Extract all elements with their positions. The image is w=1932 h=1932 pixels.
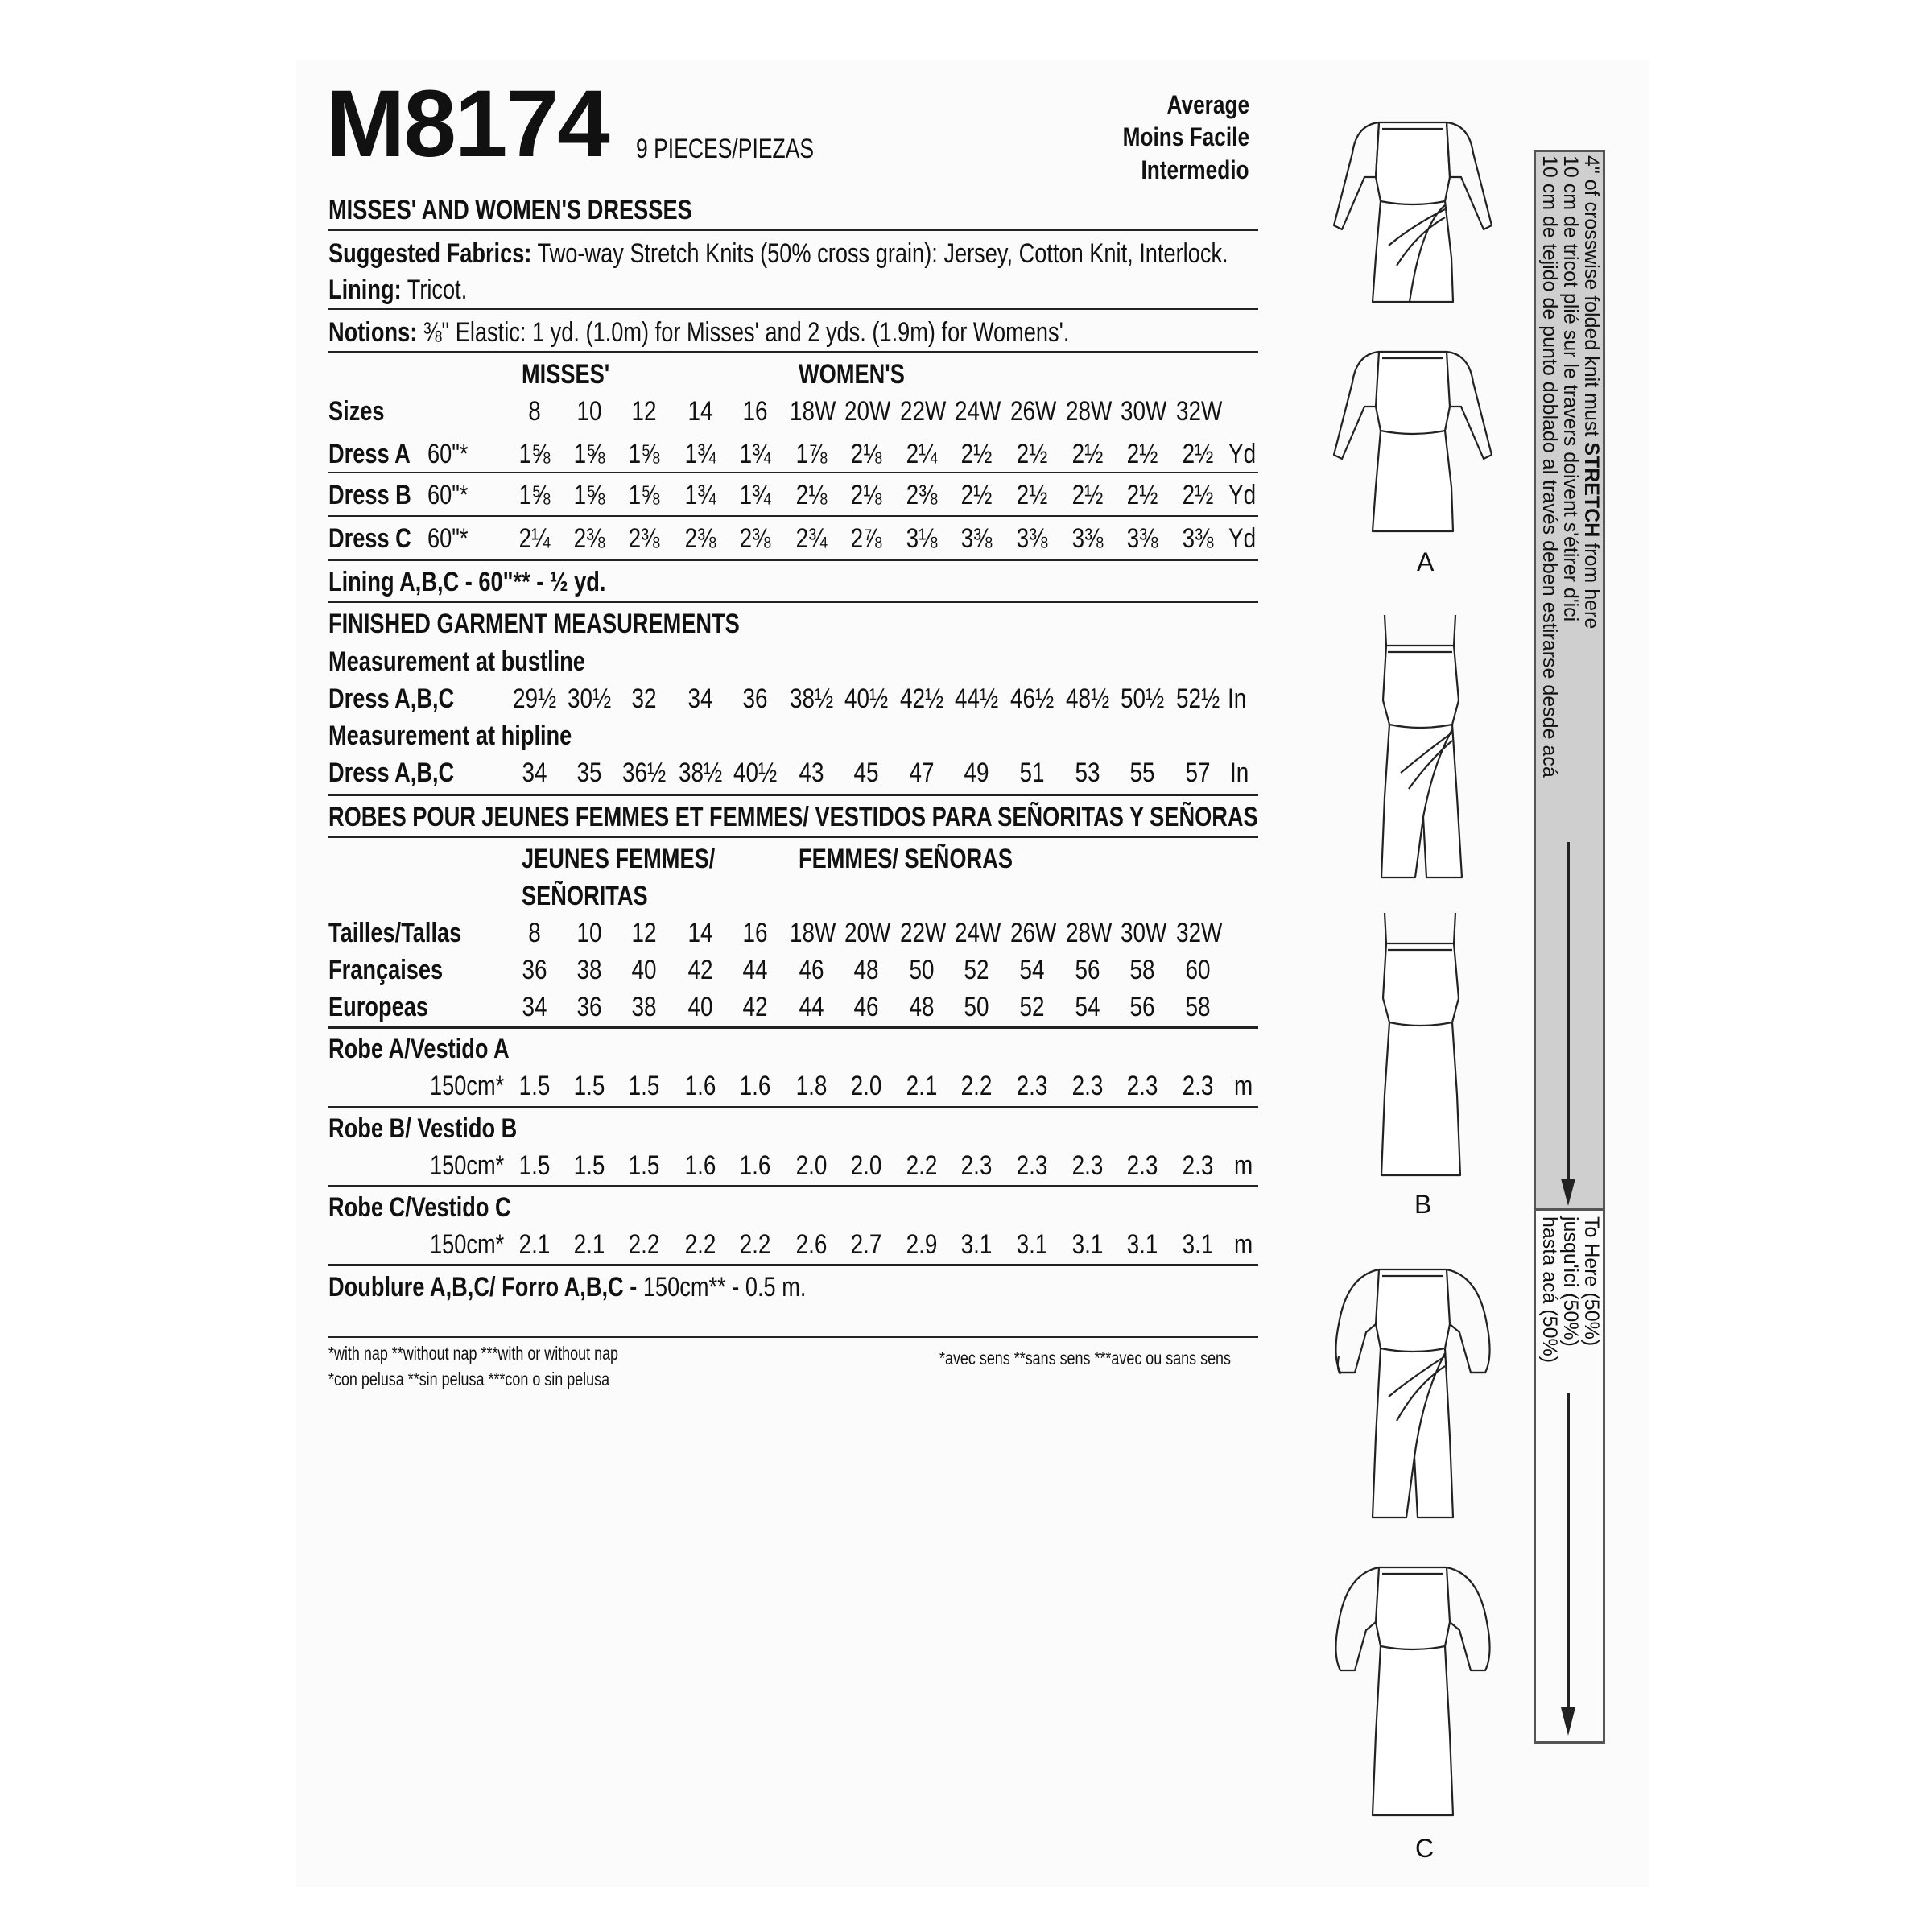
to-here-en: To Here (50%) bbox=[1580, 1216, 1603, 1347]
size-cell: 28W bbox=[1065, 918, 1113, 948]
size-cell: 54 bbox=[1075, 992, 1100, 1022]
difficulty-fr: Moins Facile bbox=[1122, 122, 1249, 151]
size-cell: 16 bbox=[742, 396, 768, 427]
finished-heading: FINISHED GARMENT MEASUREMENTS bbox=[328, 609, 740, 639]
size-cell: 52 bbox=[1019, 992, 1045, 1022]
divider bbox=[328, 601, 1258, 603]
size-cell: 50 bbox=[964, 992, 989, 1022]
size-cell: 32W bbox=[1175, 396, 1223, 427]
size-cell: 10 bbox=[576, 918, 602, 948]
yardage-cell: 2⅜ bbox=[739, 523, 771, 554]
yardage-cell: 1¾ bbox=[684, 480, 716, 510]
size-cell: 14 bbox=[687, 396, 713, 427]
divider bbox=[328, 351, 1258, 353]
size-cell: 32W bbox=[1175, 918, 1223, 948]
unit: In bbox=[1230, 758, 1249, 788]
unit: m bbox=[1234, 1071, 1253, 1101]
measurement-cell: 44½ bbox=[954, 683, 999, 714]
yardage-cell: 2½ bbox=[1071, 439, 1104, 469]
size-cell: 14 bbox=[687, 918, 713, 948]
size-cell: 48 bbox=[853, 955, 879, 985]
unit: Yd bbox=[1228, 439, 1257, 469]
dress-c-draped-drawing bbox=[1332, 1252, 1493, 1525]
view-c-label: C bbox=[1415, 1834, 1435, 1863]
row-label: Dress A,B,C bbox=[328, 683, 455, 714]
metrage-cell: 2.0 bbox=[850, 1071, 882, 1101]
bustline-row bbox=[328, 680, 1258, 717]
yardage-cell: 2⅞ bbox=[850, 523, 882, 554]
size-cell: 8 bbox=[528, 918, 541, 948]
to-here-es: hasta acá (50%) bbox=[1538, 1216, 1561, 1364]
metrage-cell: 1.8 bbox=[795, 1071, 828, 1101]
row-label: Dress A,B,C bbox=[328, 758, 455, 788]
row-label: Dress B bbox=[328, 480, 411, 510]
senoritas-heading: SEÑORITAS bbox=[522, 881, 648, 911]
metrage-cell: 2.2 bbox=[906, 1150, 938, 1181]
measurement-cell: 38½ bbox=[789, 683, 834, 714]
sizes-label: Sizes bbox=[328, 396, 385, 427]
size-cell: 30W bbox=[1120, 918, 1167, 948]
yardage-cell: 2½ bbox=[1016, 480, 1048, 510]
size-cell: 56 bbox=[1075, 955, 1100, 985]
dress-a-draped-drawing bbox=[1332, 105, 1493, 310]
measurement-cell: 40½ bbox=[844, 683, 889, 714]
footnote-fr: *avec sens **sans sens ***avec ou sans sens bbox=[939, 1348, 1232, 1368]
metrage-cell: 2.2 bbox=[684, 1229, 716, 1260]
lining-yardage: Lining A,B,C - 60"** - ½ yd. bbox=[328, 567, 606, 597]
divider bbox=[328, 1264, 1258, 1266]
yardage-cell: 1⅝ bbox=[628, 480, 660, 510]
unit: In bbox=[1228, 683, 1247, 714]
yardage-cell: 2½ bbox=[1016, 439, 1048, 469]
metrage-cell: 2.0 bbox=[795, 1150, 828, 1181]
measurement-cell: 46½ bbox=[1009, 683, 1055, 714]
dress-c-yardage-row bbox=[328, 520, 1258, 557]
unit: m bbox=[1234, 1150, 1253, 1181]
metrage-cell: 1.5 bbox=[518, 1150, 551, 1181]
size-cell: 16 bbox=[742, 918, 768, 948]
measurement-cell: 36½ bbox=[621, 758, 667, 788]
size-cell: 20W bbox=[844, 396, 891, 427]
measurement-cell: 52½ bbox=[1175, 683, 1220, 714]
yardage-cell: 2¼ bbox=[906, 439, 938, 469]
yardage-cell: 2⅜ bbox=[628, 523, 660, 554]
yardage-cell: 2⅛ bbox=[850, 439, 882, 469]
metrage-cell: 2.2 bbox=[628, 1229, 660, 1260]
piece-count: 9 PIECES/PIEZAS bbox=[636, 134, 815, 164]
yardage-cell: 1⅝ bbox=[518, 439, 551, 469]
size-cell: 36 bbox=[576, 992, 602, 1022]
robe-c-row bbox=[328, 1226, 1258, 1263]
misses-heading: MISSES' bbox=[522, 359, 610, 390]
lining-fabric: Lining: Tricot. bbox=[328, 275, 468, 305]
size-cell: 22W bbox=[899, 918, 947, 948]
measurement-cell: 57 bbox=[1185, 758, 1211, 788]
fabric-width: 60"* bbox=[427, 480, 469, 510]
metrage-cell: 2.3 bbox=[1182, 1071, 1214, 1101]
stretch-arrows bbox=[1534, 150, 1605, 1744]
row-label: Tailles/Tallas bbox=[328, 918, 462, 948]
yardage-cell: 1⅝ bbox=[518, 480, 551, 510]
view-a-label: A bbox=[1417, 547, 1435, 576]
bustline-label: Measurement at bustline bbox=[328, 646, 585, 677]
size-cell: 18W bbox=[789, 396, 836, 427]
unit: Yd bbox=[1228, 480, 1257, 510]
size-cell: 26W bbox=[1009, 396, 1057, 427]
notions: Notions: ⅜" Elastic: 1 yd. (1.0m) for Misses' and 2 yds. (1.9m) for Womens'. bbox=[328, 317, 1070, 348]
yardage-cell: 1⅝ bbox=[573, 439, 605, 469]
size-cell: 48 bbox=[909, 992, 935, 1022]
yardage-cell: 2½ bbox=[960, 480, 993, 510]
fabric-width: 60"* bbox=[427, 439, 469, 469]
divider bbox=[328, 515, 1258, 517]
measurement-cell: 50½ bbox=[1120, 683, 1165, 714]
size-cell: 38 bbox=[631, 992, 657, 1022]
robe-c-label: Robe C/Vestido C bbox=[328, 1192, 511, 1223]
dress-b-yardage-row bbox=[328, 477, 1258, 514]
tailles-row bbox=[328, 914, 1258, 952]
size-cell: 30W bbox=[1120, 396, 1167, 427]
metrage-cell: 3.1 bbox=[1182, 1229, 1214, 1260]
size-cell: 24W bbox=[954, 918, 1001, 948]
metrage-cell: 1.5 bbox=[628, 1071, 660, 1101]
size-cell: 42 bbox=[742, 992, 768, 1022]
measurement-cell: 51 bbox=[1019, 758, 1045, 788]
size-cell: 20W bbox=[844, 918, 891, 948]
size-cell: 44 bbox=[742, 955, 768, 985]
metrage-cell: 2.3 bbox=[1182, 1150, 1214, 1181]
womens-heading: WOMEN'S bbox=[799, 359, 905, 390]
yardage-cell: 3⅜ bbox=[1126, 523, 1158, 554]
yardage-cell: 2⅜ bbox=[906, 480, 938, 510]
dress-b-straight-drawing bbox=[1368, 910, 1473, 1183]
yardage-cell: 2⅛ bbox=[850, 480, 882, 510]
size-cell: 24W bbox=[954, 396, 1001, 427]
size-cell: 26W bbox=[1009, 918, 1057, 948]
size-cell: 46 bbox=[853, 992, 879, 1022]
size-cell: 12 bbox=[631, 396, 657, 427]
suggested-fabrics: Suggested Fabrics: Two-way Stretch Knits (50% cross grain): Jersey, Cotton Knit, Interlock. bbox=[328, 238, 1228, 269]
measurement-cell: 55 bbox=[1129, 758, 1155, 788]
metrage-cell: 2.3 bbox=[1071, 1071, 1104, 1101]
divider bbox=[328, 472, 1258, 473]
robe-b-label: Robe B/ Vestido B bbox=[328, 1113, 518, 1144]
metrage-cell: 1.5 bbox=[573, 1150, 605, 1181]
size-cell: 52 bbox=[964, 955, 989, 985]
measurement-cell: 38½ bbox=[678, 758, 723, 788]
measurement-cell: 45 bbox=[853, 758, 879, 788]
metrage-cell: 1.6 bbox=[739, 1071, 771, 1101]
size-cell: 58 bbox=[1185, 992, 1211, 1022]
yardage-cell: 3⅜ bbox=[1016, 523, 1048, 554]
stretch-instruction-fr: 10 cm de tricot plié sur le travers doivent s'étirer d'ici bbox=[1559, 155, 1582, 622]
metrage-cell: 1.6 bbox=[684, 1150, 716, 1181]
metrage-cell: 1.6 bbox=[684, 1071, 716, 1101]
fabric-width: 150cm* bbox=[430, 1071, 505, 1101]
size-cell: 46 bbox=[799, 955, 824, 985]
size-cell: 40 bbox=[631, 955, 657, 985]
yardage-cell: 2½ bbox=[1182, 439, 1214, 469]
yardage-cell: 1¾ bbox=[684, 439, 716, 469]
measurement-cell: 47 bbox=[909, 758, 935, 788]
yardage-cell: 2½ bbox=[1182, 480, 1214, 510]
size-cell: 40 bbox=[687, 992, 713, 1022]
row-label: Dress A bbox=[328, 439, 411, 469]
size-cell: 56 bbox=[1129, 992, 1155, 1022]
metrage-cell: 1.5 bbox=[573, 1071, 605, 1101]
size-cell: 10 bbox=[576, 396, 602, 427]
yardage-cell: 2⅜ bbox=[684, 523, 716, 554]
measurement-cell: 29½ bbox=[512, 683, 557, 714]
robe-b-row bbox=[328, 1147, 1258, 1184]
metrage-cell: 2.3 bbox=[1071, 1150, 1104, 1181]
metrage-cell: 2.2 bbox=[739, 1229, 771, 1260]
fabric-width: 150cm* bbox=[430, 1229, 505, 1260]
metrage-cell: 2.9 bbox=[906, 1229, 938, 1260]
divider bbox=[328, 794, 1258, 796]
difficulty-en: Average bbox=[1166, 90, 1249, 119]
arrow-down-icon bbox=[1561, 1707, 1575, 1736]
unit: Yd bbox=[1228, 523, 1257, 554]
divider bbox=[328, 1185, 1258, 1187]
measurement-cell: 34 bbox=[687, 683, 713, 714]
size-cell: 58 bbox=[1129, 955, 1155, 985]
metrage-cell: 3.1 bbox=[1126, 1229, 1158, 1260]
dress-c-straight-drawing bbox=[1332, 1550, 1493, 1823]
divider bbox=[328, 1106, 1258, 1108]
row-label: Françaises bbox=[328, 955, 444, 985]
difficulty-es: Intermedio bbox=[1141, 155, 1249, 184]
size-cell: 18W bbox=[789, 918, 836, 948]
measurement-cell: 30½ bbox=[567, 683, 612, 714]
yardage-cell: 2½ bbox=[960, 439, 993, 469]
metrage-cell: 2.2 bbox=[960, 1071, 993, 1101]
metrage-cell: 2.3 bbox=[960, 1150, 993, 1181]
row-label: Dress C bbox=[328, 523, 411, 554]
yardage-cell: 2½ bbox=[1126, 480, 1158, 510]
size-cell: 44 bbox=[799, 992, 824, 1022]
yardage-cell: 1⅞ bbox=[795, 439, 828, 469]
stretch-instruction-es: 10 cm de tejido de punto doblado al través deben estirarse desde acá bbox=[1538, 155, 1561, 778]
size-cell: 28W bbox=[1065, 396, 1113, 427]
measurement-cell: 34 bbox=[522, 758, 547, 788]
yardage-cell: 2½ bbox=[1126, 439, 1158, 469]
size-cell: 34 bbox=[522, 992, 547, 1022]
yardage-cell: 2⅛ bbox=[795, 480, 828, 510]
divider bbox=[328, 308, 1258, 310]
divider bbox=[328, 559, 1258, 561]
metrage-cell: 1.5 bbox=[628, 1150, 660, 1181]
metrage-cell: 2.0 bbox=[850, 1150, 882, 1181]
size-cell: 54 bbox=[1019, 955, 1045, 985]
francaises-row bbox=[328, 952, 1258, 989]
measurement-cell: 49 bbox=[964, 758, 989, 788]
metrage-cell: 1.5 bbox=[518, 1071, 551, 1101]
yardage-cell: 1¾ bbox=[739, 439, 771, 469]
size-cell: 42 bbox=[687, 955, 713, 985]
dress-a-straight-drawing bbox=[1332, 334, 1493, 535]
fabric-width: 150cm* bbox=[430, 1150, 505, 1181]
femmes-heading: FEMMES/ SEÑORAS bbox=[799, 844, 1013, 874]
fr-es-title: ROBES POUR JEUNES FEMMES ET FEMMES/ VESTIDOS PARA SEÑORITAS Y SEÑORAS bbox=[328, 802, 1258, 832]
size-cell: 38 bbox=[576, 955, 602, 985]
metrage-cell: 2.6 bbox=[795, 1229, 828, 1260]
sizes-row bbox=[328, 393, 1258, 430]
size-cell: 8 bbox=[528, 396, 541, 427]
pattern-title: MISSES' AND WOMEN'S DRESSES bbox=[328, 195, 692, 225]
measurement-cell: 40½ bbox=[733, 758, 778, 788]
size-cell: 60 bbox=[1185, 955, 1211, 985]
jeunes-femmes-heading: JEUNES FEMMES/ bbox=[522, 844, 716, 874]
robe-a-row bbox=[328, 1067, 1258, 1104]
footnote-en: *with nap **without nap ***with or without nap bbox=[328, 1343, 619, 1364]
yardage-cell: 3⅜ bbox=[960, 523, 993, 554]
size-cell: 50 bbox=[909, 955, 935, 985]
metrage-cell: 2.1 bbox=[906, 1071, 938, 1101]
metrage-cell: 2.3 bbox=[1016, 1150, 1048, 1181]
stretch-instruction-en: 4" of crosswise folded knit must STRETCH from here bbox=[1580, 155, 1603, 630]
metrage-cell: 3.1 bbox=[1071, 1229, 1104, 1260]
yardage-cell: 2¾ bbox=[795, 523, 828, 554]
size-cell: 22W bbox=[899, 396, 947, 427]
measurement-cell: 42½ bbox=[899, 683, 944, 714]
yardage-cell: 3⅛ bbox=[906, 523, 938, 554]
measurement-cell: 32 bbox=[631, 683, 657, 714]
hipline-label: Measurement at hipline bbox=[328, 720, 572, 751]
measurement-cell: 48½ bbox=[1065, 683, 1110, 714]
unit: m bbox=[1234, 1229, 1253, 1260]
metrage-cell: 2.1 bbox=[518, 1229, 551, 1260]
metrage-cell: 3.1 bbox=[960, 1229, 993, 1260]
metrage-cell: 2.3 bbox=[1126, 1150, 1158, 1181]
metrage-cell: 2.7 bbox=[850, 1229, 882, 1260]
yardage-cell: 1⅝ bbox=[573, 480, 605, 510]
metrage-cell: 3.1 bbox=[1016, 1229, 1048, 1260]
yardage-cell: 3⅜ bbox=[1071, 523, 1104, 554]
yardage-cell: 1⅝ bbox=[628, 439, 660, 469]
yardage-cell: 3⅜ bbox=[1182, 523, 1214, 554]
pattern-number: M8174 bbox=[326, 71, 609, 177]
measurement-cell: 53 bbox=[1075, 758, 1100, 788]
hipline-row bbox=[328, 754, 1258, 791]
metrage-cell: 2.3 bbox=[1126, 1071, 1158, 1101]
to-here-fr: jusqu'ici (50%) bbox=[1559, 1216, 1582, 1347]
metrage-cell: 1.6 bbox=[739, 1150, 771, 1181]
arrow-down-icon bbox=[1561, 1179, 1575, 1206]
size-cell: 36 bbox=[522, 955, 547, 985]
metrage-cell: 2.3 bbox=[1016, 1071, 1048, 1101]
divider bbox=[328, 1026, 1258, 1029]
stretch-gauge bbox=[1534, 150, 1605, 1744]
metrage-cell: 2.1 bbox=[573, 1229, 605, 1260]
yardage-cell: 2¼ bbox=[518, 523, 551, 554]
fabric-width: 60"* bbox=[427, 523, 469, 554]
view-b-label: B bbox=[1414, 1190, 1432, 1219]
dress-a-yardage-row bbox=[328, 436, 1258, 473]
dress-b-draped-drawing bbox=[1368, 612, 1473, 886]
footnote-es: *con pelusa **sin pelusa ***con o sin pelusa bbox=[328, 1368, 610, 1389]
divider bbox=[328, 229, 1258, 231]
divider bbox=[328, 1336, 1258, 1338]
row-label: Europeas bbox=[328, 992, 428, 1022]
measurement-cell: 35 bbox=[576, 758, 602, 788]
yardage-cell: 1¾ bbox=[739, 480, 771, 510]
yardage-cell: 2½ bbox=[1071, 480, 1104, 510]
robe-a-label: Robe A/Vestido A bbox=[328, 1034, 510, 1064]
doublure-line: Doublure A,B,C/ Forro A,B,C - 150cm** - 0.5 m. bbox=[328, 1272, 807, 1302]
divider bbox=[328, 836, 1258, 838]
yardage-cell: 2⅜ bbox=[573, 523, 605, 554]
europeas-row bbox=[328, 989, 1258, 1026]
size-cell: 12 bbox=[631, 918, 657, 948]
measurement-cell: 43 bbox=[799, 758, 824, 788]
measurement-cell: 36 bbox=[742, 683, 768, 714]
